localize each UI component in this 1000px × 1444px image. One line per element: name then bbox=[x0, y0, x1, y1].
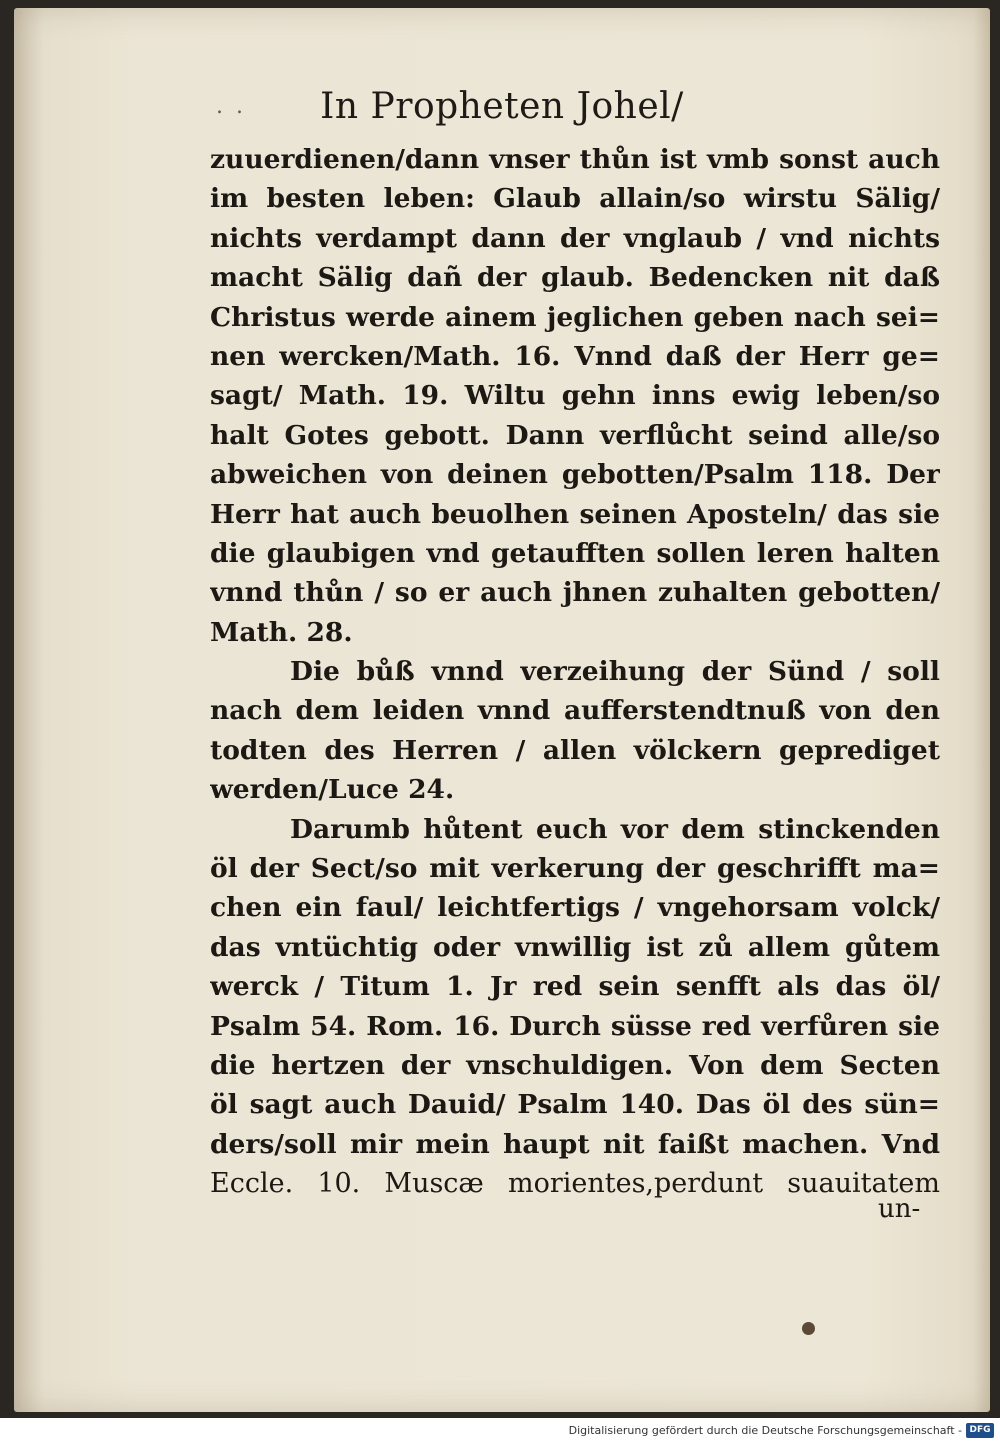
text-line: chen ein faul/ leichtfertigs / vngehorsam volck/ bbox=[210, 892, 940, 924]
text-line: öl der Sect/so mit verkerung der geschrifft ma= bbox=[210, 853, 940, 885]
text-line: Psalm 54. Rom. 16. Durch süsse red verfůren sie bbox=[210, 1010, 940, 1042]
text-block bbox=[210, 140, 940, 1204]
funding-notice: Digitalisierung gefördert durch die Deutsche Forschungsgemeinschaft - bbox=[568, 1424, 962, 1437]
text-line: werck / Titum 1. Jr red sein senfft als das öl/ bbox=[210, 971, 940, 1003]
text-line: werden/Luce 24. bbox=[210, 774, 455, 806]
text-line: nach dem leiden vnnd aufferstendtnuß von den bbox=[210, 695, 940, 727]
text-line: halt Gotes gebott. Dann verflůcht seind alle/so bbox=[210, 419, 940, 451]
text-line: Eccle. 10. Muscæ morientes,perdunt suauitatem bbox=[210, 1168, 940, 1200]
text-line: todten des Herren / allen völckern geprediget bbox=[210, 734, 940, 766]
text-line: Herr hat auch beuolhen seinen Aposteln/ das sie bbox=[210, 498, 940, 530]
text-line: ders/soll mir mein haupt nit faißt machen. Vnd bbox=[210, 1128, 940, 1160]
text-line: abweichen von deinen gebotten/Psalm 118. Der bbox=[210, 459, 940, 491]
text-line: das vntüchtig oder vnwillig ist zů allem gůtem bbox=[210, 931, 940, 963]
running-head: In Propheten Johel/ bbox=[320, 86, 684, 127]
folio-mark: . . bbox=[216, 94, 246, 119]
text-line: macht Sälig dañ der glaub. Bedencken nit daß bbox=[210, 262, 940, 294]
text-line: sagt/ Math. 19. Wiltu gehn inns ewig leben/so bbox=[210, 380, 940, 412]
text-line: zuuerdienen/dann vnser thůn ist vmb sonst auch bbox=[210, 144, 940, 175]
text-line: Darumb hůtent euch vor dem stinckenden bbox=[290, 813, 940, 845]
ink-spot bbox=[802, 1322, 815, 1335]
text-line: die hertzen der vnschuldigen. Von dem Secten bbox=[210, 1049, 940, 1081]
catchword: un- bbox=[878, 1194, 921, 1224]
text-line: Christus werde ainem jeglichen geben nach sei= bbox=[210, 301, 940, 333]
text-line: im besten leben: Glaub allain/so wirstu Sälig/ bbox=[210, 183, 940, 215]
text-line: Math. 28. bbox=[210, 616, 353, 648]
text-line: die glaubigen vnd getaufften sollen leren halten bbox=[210, 537, 940, 569]
dfg-logo: DFG bbox=[966, 1423, 994, 1438]
text-line: vnnd thůn / so er auch jhnen zuhalten gebotten/ bbox=[210, 577, 940, 609]
text-line: öl sagt auch Dauid/ Psalm 140. Das öl des sün= bbox=[210, 1089, 940, 1121]
text-line: Die bůß vnnd verzeihung der Sünd / soll bbox=[290, 656, 940, 688]
footer-bar bbox=[0, 1418, 1000, 1444]
text-line: nichts verdampt dann der vnglaub / vnd nichts bbox=[210, 222, 940, 254]
text-line: nen wercken/Math. 16. Vnnd daß der Herr ge= bbox=[210, 340, 940, 372]
